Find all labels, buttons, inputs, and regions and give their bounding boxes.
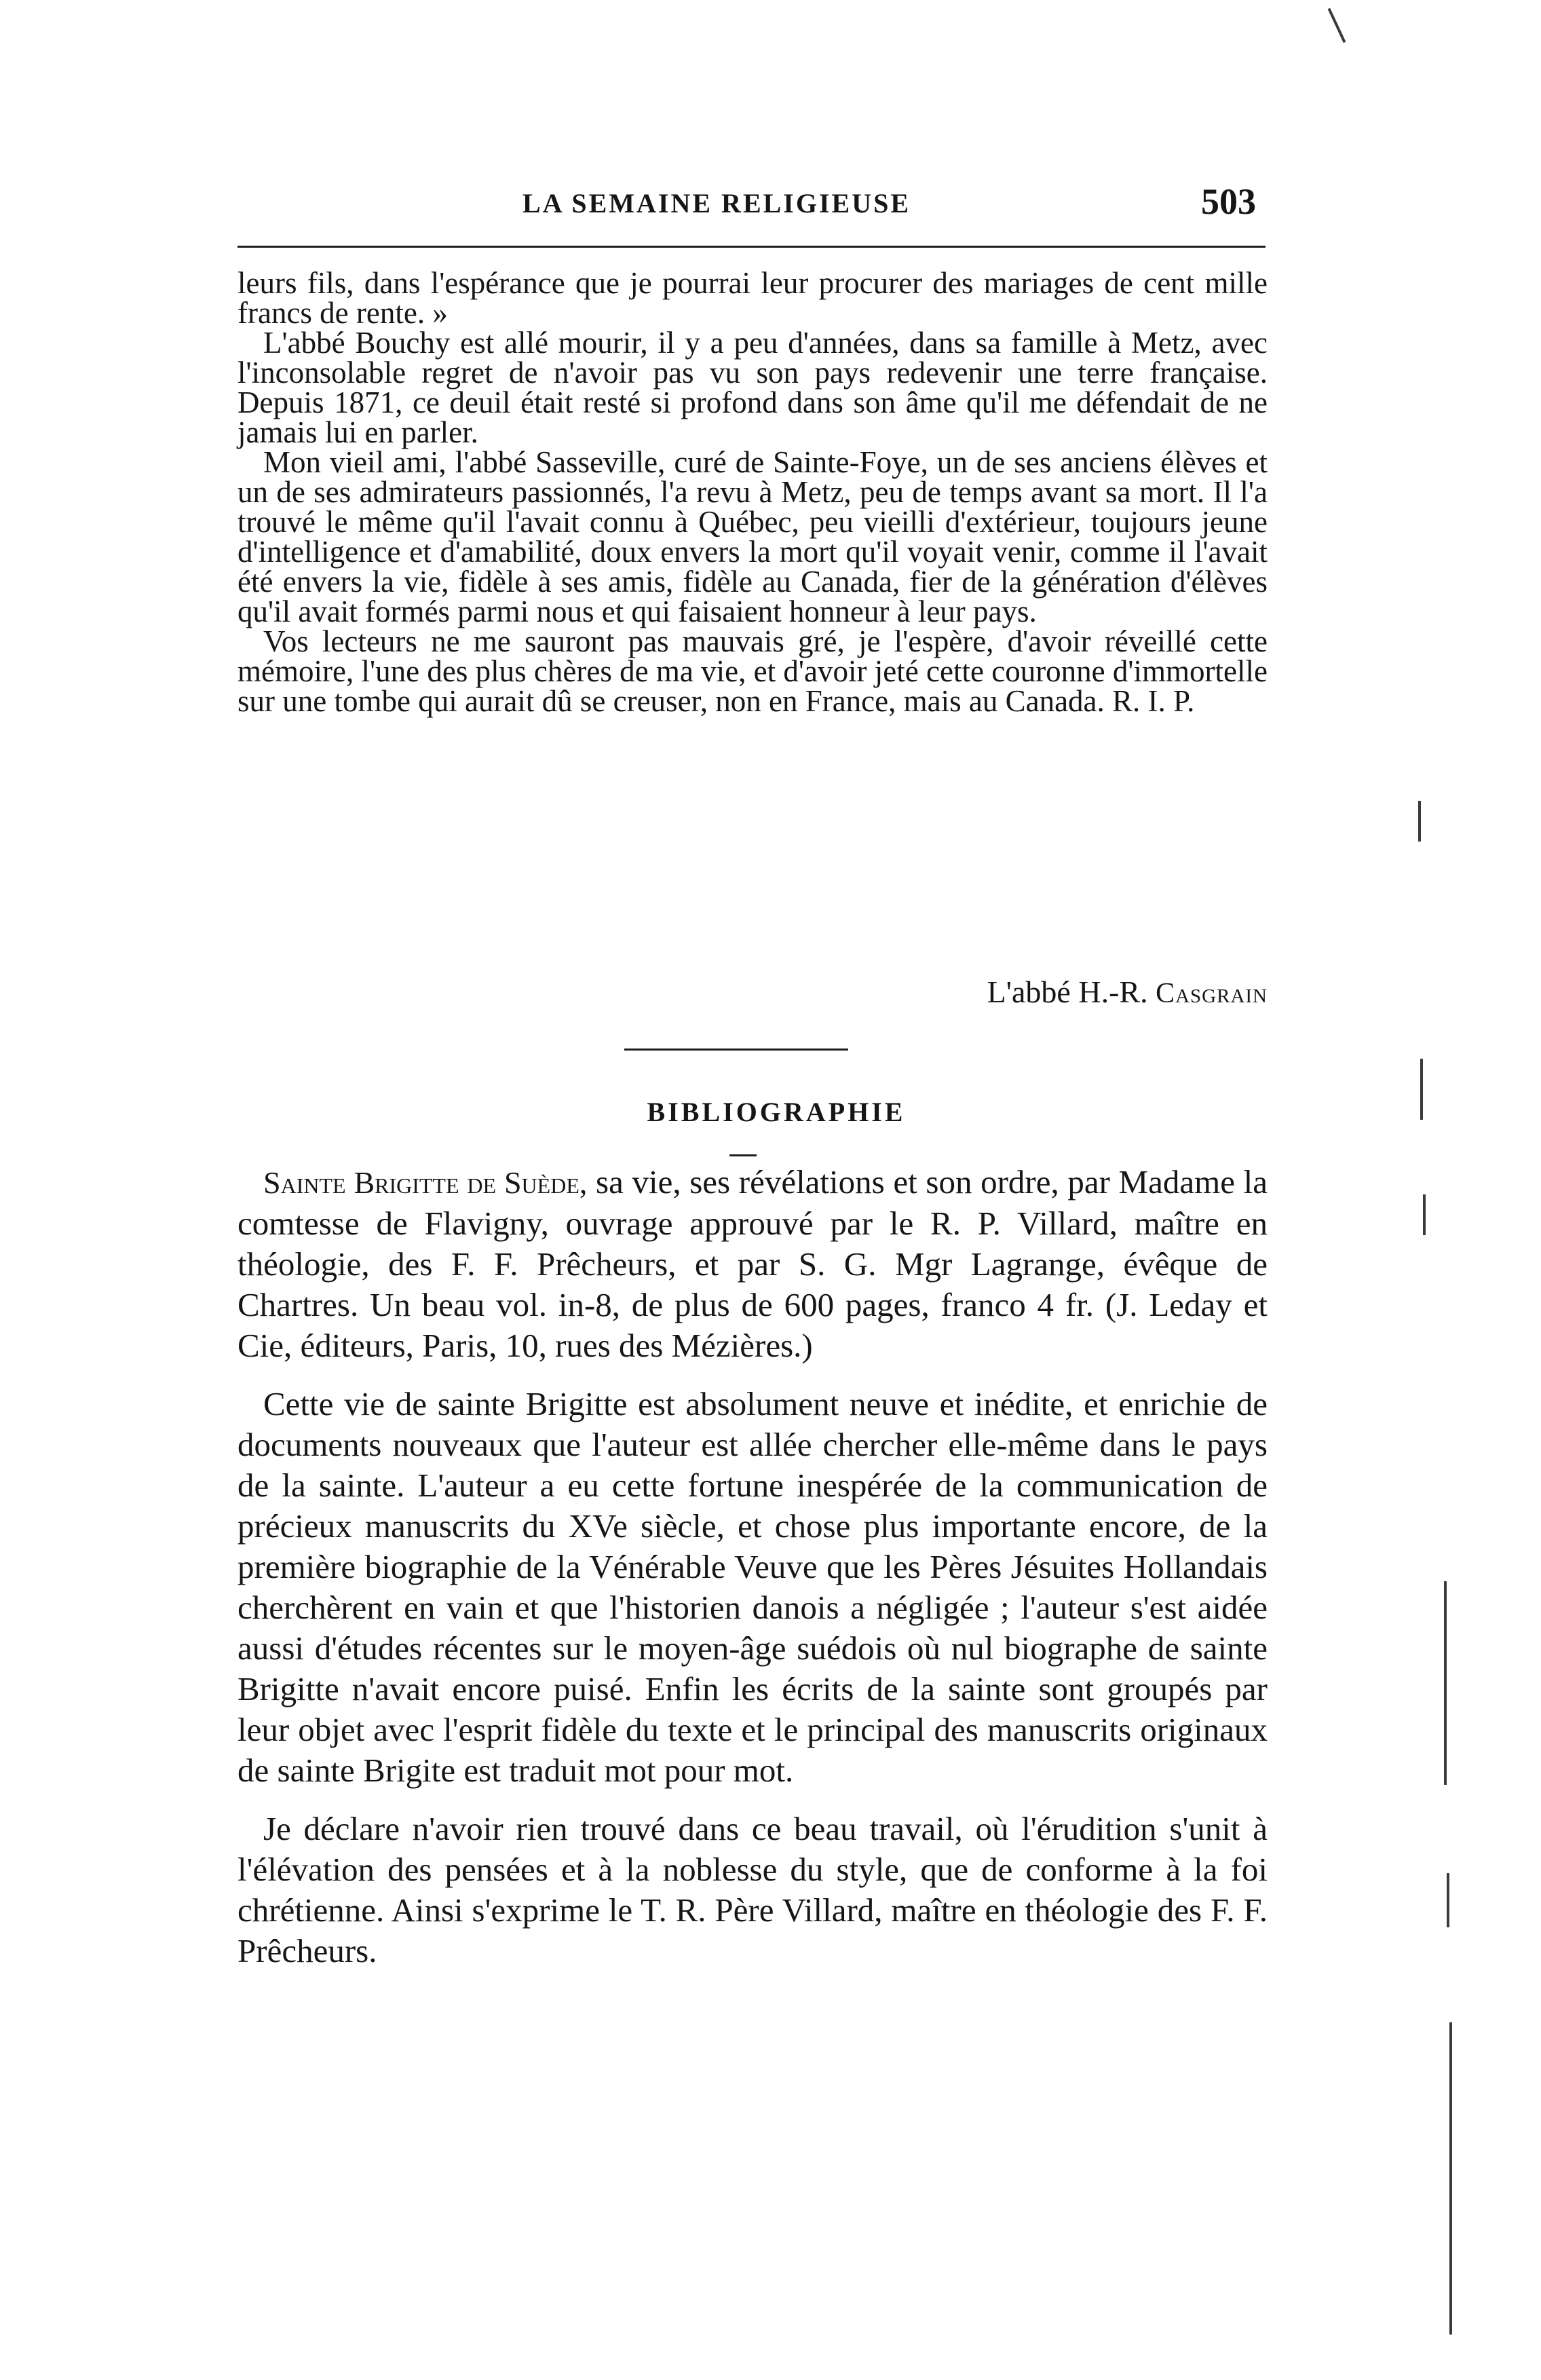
scan-margin-mark [1328, 8, 1346, 43]
signature-prefix: L'abbé H.-R. [987, 975, 1156, 1009]
section-separator [624, 1049, 848, 1051]
running-title: LA SEMAINE RELIGIEUSE [522, 188, 911, 219]
paragraph-closing: Vos lecteurs ne me sauront pas mauvais gré, je l'espère, d'avoir réveillé cette mémoire, l'une des plus chères de ma vie, et d'avoir jeté cette couronne d'immortelle sur une tombe qui aurait dû se creuser, non en France, mais au Canada. R. I. P. [237, 624, 1268, 718]
paragraph-bouchy: L'abbé Bouchy est allé mourir, il y a peu d'années, dans sa famille à Metz, avec l'inconsolable regret de n'avoir pas vu son pays redevenir une terre française. Depuis 1871, ce deuil était resté si profond dans son âme qu'il me défendait de ne jamais lui en parler. [237, 326, 1268, 449]
bibliography-section [237, 1162, 1268, 1971]
approbation-paragraph: Je déclare n'avoir rien trouvé dans ce beau travail, où l'érudition s'unit à l'élévation des pensées et à la noblesse du style, que de conforme à la foi chrétienne. Ainsi s'exprime le T. R. Père Villard, maître en théologie des F. F. Prêcheurs. [237, 1810, 1268, 1969]
scan-margin-mark [1420, 1059, 1423, 1120]
section-heading: BIBLIOGRAPHIE [647, 1097, 906, 1127]
scan-margin-mark [1423, 1194, 1426, 1235]
paragraph-continued: leurs fils, dans l'espérance que je pourrai leur procurer des mariages de cent mille francs de rente. » [237, 266, 1268, 330]
scan-margin-mark [1447, 1873, 1449, 1927]
book-title: Sainte Brigitte de Suède, [263, 1165, 588, 1200]
signature-name: Casgrain [1156, 978, 1268, 1009]
scan-margin-mark [1444, 1581, 1447, 1785]
book-details: sa vie, ses révélations et son ordre, par Madame la comtesse de Flavigny, ouvrage approuvé par le R. P. Villard, maître en théologie, des F. F. Prêcheurs, et par S. G. Mgr Lagrange, évêque de Chartres. Un beau vol. in-8, de plus de 600 pages, franco 4 fr. (J. Leday et Cie, éditeurs, Paris, 10, rues des Mézières.) [237, 1163, 1268, 1364]
author-signature [987, 974, 1268, 1010]
heading-dash [729, 1154, 757, 1156]
running-header [237, 178, 1266, 232]
page-number: 503 [1201, 181, 1256, 222]
header-rule [237, 246, 1266, 248]
scan-margin-mark [1418, 801, 1421, 842]
article-ending [237, 268, 1268, 716]
paragraph-sasseville: Mon vieil ami, l'abbé Sasseville, curé de Sainte-Foye, un de ses anciens élèves et un de ses admirateurs passionnés, l'a revu à Metz, peu de temps avant sa mort. Il l'a trouvé le même qu'il l'avait connu à Québec, peu vieilli d'extérieur, toujours jeune d'intelligence et d'amabilité, doux envers la mort qu'il voyait venir, comme il l'avait été envers la vie, fidèle à ses amis, fidèle au Canada, fier de la génération d'élèves qu'il avait formés parmi nous et qui faisaient honneur à leur pays. [237, 445, 1268, 628]
review-paragraph: Cette vie de sainte Brigitte est absolument neuve et inédite, et enrichie de documents nouveaux que l'auteur est allée chercher elle-même dans le pays de la sainte. L'auteur a eu cette fortune inespérée de la communication de précieux manuscrits du XVe siècle, et chose plus importante encore, de la première biographie de la Vénérable Veuve que les Pères Jésuites Hollandais cherchèrent en vain et que l'historien danois a négligée ; l'auteur s'est aidée aussi d'études récentes sur le moyen-âge suédois où nul biographe de sainte Brigitte n'avait encore puisé. Enfin les écrits de la sainte sont groupés par leur objet avec l'esprit fidèle du texte et le principal des manuscrits originaux de sainte Brigite est traduit mot pour mot. [237, 1385, 1268, 1789]
scan-margin-mark [1449, 2022, 1452, 2335]
book-entry [237, 1162, 1268, 1366]
